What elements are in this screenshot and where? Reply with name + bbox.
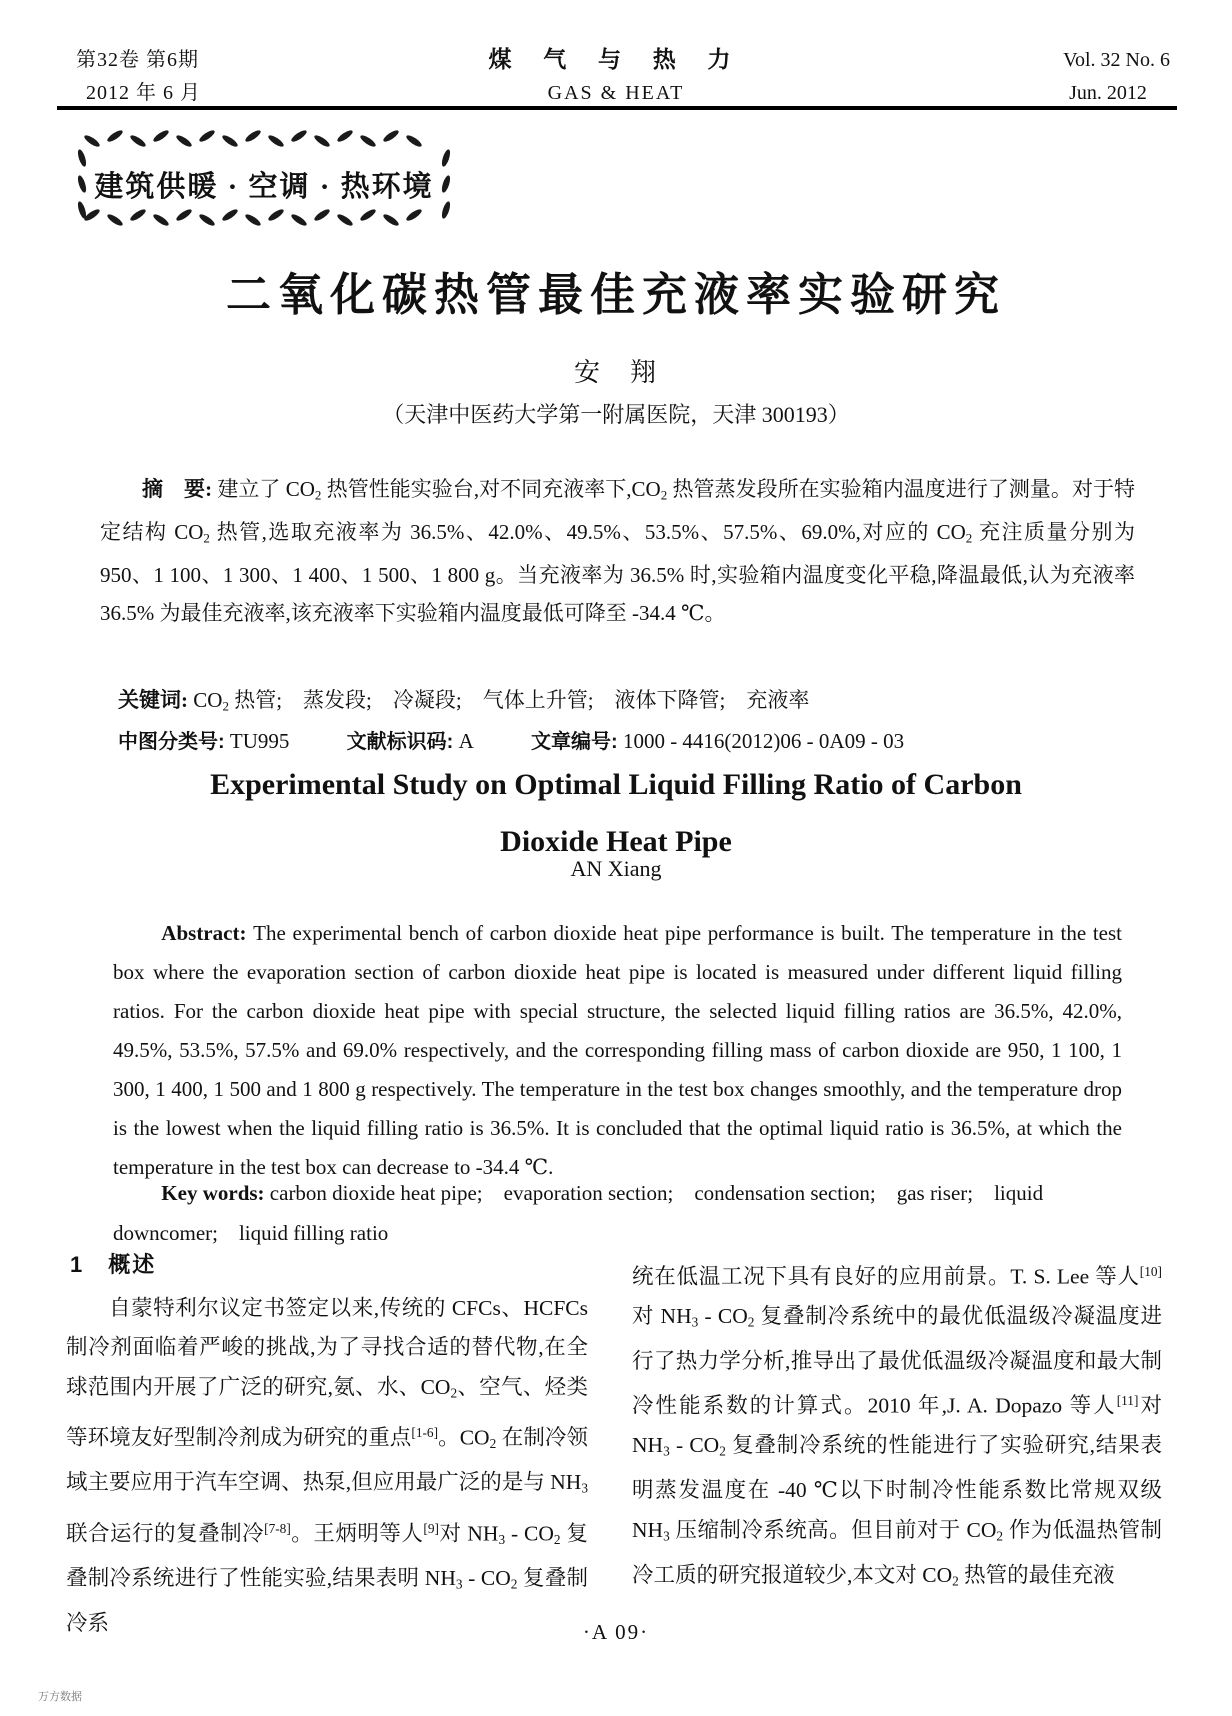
title-en-line2: Dioxide Heat Pipe bbox=[500, 825, 732, 858]
journal-name-en: GAS & HEAT bbox=[547, 82, 685, 104]
clc-value: TU995 bbox=[229, 729, 290, 753]
doc-code-label: 文献标识码: bbox=[346, 731, 454, 753]
keywords-en: Key words: carbon dioxide heat pipe; evaporation section; condensation section; gas riser; liquid downcomer; liquid filling ratio bbox=[113, 1181, 1044, 1245]
keywords-cn: 关键词: CO2 热管; 蒸发段; 冷凝段; 气体上升管; 液体下降管; 充液率 bbox=[118, 688, 810, 714]
article-title-en bbox=[0, 756, 1232, 870]
article-title-cn: 二氧化碳热管最佳充液率实验研究 bbox=[225, 270, 1006, 320]
doc-code-value: A bbox=[458, 729, 474, 753]
article-author-cn: 安 翔 bbox=[573, 358, 658, 387]
classification-line bbox=[118, 725, 1142, 754]
author-affiliation: （天津中医药大学第一附属医院，天津 300193） bbox=[382, 402, 850, 427]
month-year-line: Jun. 2012 bbox=[1069, 82, 1147, 104]
column-banner-label: 建筑供暖 · 空调 · 热环境 bbox=[94, 171, 434, 203]
body-paragraph-right: 统在低温工况下具有良好的应用前景。T. S. Lee 等人[10]对 NH3 - CO2 复叠制冷系统中的最优低温级冷凝温度进行了热力学分析,推导出了最优低温级冷凝温度和最大制冷性能系数的计算式。2010 年,J. A. Dopazo 等人[11]对 NH3 - CO2 复叠制冷系统的性能进行了实验研究,结果表明蒸发温度在 -40 ℃以下时制冷性能系数比常规双级 NH3 压缩制冷系统高。但目前对于 CO2 作为低温热管制冷工质的研究报道较少,本文对 CO2 热管的最佳充液 bbox=[632, 1264, 1162, 1589]
column-banner bbox=[74, 128, 454, 228]
article-author-en: AN Xiang bbox=[570, 856, 662, 881]
journal-name-cn: 煤 气 与 热 力 bbox=[488, 47, 744, 72]
article-id-value: 1000 - 4416(2012)06 - 0A09 - 03 bbox=[622, 729, 905, 753]
vol-no-line: Vol. 32 No. 6 bbox=[1063, 49, 1170, 71]
article-id-label: 文章编号: bbox=[531, 731, 618, 753]
body-column-right bbox=[632, 1252, 1162, 1601]
abstract-cn: 摘 要: 建立了 CO2 热管性能实验台,对不同充液率下,CO2 热管蒸发段所在实验箱内温度进行了测量。对于特定结构 CO2 热管,选取充液率为 36.5%、42.0%、49.5%、53.5%、57.5%、69.0%,对应的 CO2 充注质量分别为 950、1 100、1 300、1 400、1 500、1 800 g。当充液率为 36.5% 时,实验箱内温度变化平稳,降温最低,认为充液率 36.5% 为最佳充液率,该充液率下实验箱内温度最低可降至 -34.4 ℃。 bbox=[100, 477, 1135, 626]
journal-vol-en bbox=[1063, 44, 1170, 110]
clc-label: 中图分类号: bbox=[118, 731, 225, 753]
body-column-left bbox=[66, 1248, 588, 1644]
abstract-en: Abstract: The experimental bench of carbon dioxide heat pipe performance is built. The temperature in the test box where the evaporation section of carbon dioxide heat pipe is located is measured under different liquid filling ratios. For the carbon dioxide heat pipe with special structure, the selected liquid filling ratios are 36.5%, 42.0%, 49.5%, 53.5%, 57.5% and 69.0% respectively, and the corresponding filling mass of carbon dioxide are 950, 1 100, 1 300, 1 400, 1 500 and 1 800 g respectively. The temperature in the test box changes smoothly, and the temperature drop is the lowest when the liquid filling ratio is 36.5%. It is concluded that the optimal liquid ratio is 36.5%, at which the temperature in the test box can decrease to -34.4 ℃. bbox=[113, 921, 1122, 1179]
issue-volume-line: 第32卷 第6期 bbox=[76, 49, 199, 71]
journal-name bbox=[0, 44, 1232, 110]
issue-date-line: 2012 年 6 月 bbox=[86, 82, 201, 104]
body-paragraph-left: 自蒙特利尔议定书签定以来,传统的 CFCs、HCFCs 制冷剂面临着严峻的挑战,为了寻找合适的替代物,在全球范围内开展了广泛的研究,氨、水、CO2、空气、烃类等环境友好型制冷剂成为研究的重点[1-6]。CO2 在制冷领域主要应用于汽车空调、热泵,但应用最广泛的是与 NH3 联合运行的复叠制冷[7-8]。王炳明等人[9]对 NH3 - CO2 复叠制冷系统进行了性能实验,结果表明 NH3 - CO2 复叠制冷系 bbox=[66, 1296, 588, 1636]
title-en-line1: Experimental Study on Optimal Liquid Filling Ratio of Carbon bbox=[210, 768, 1022, 801]
header-divider bbox=[57, 106, 1177, 110]
watermark-label: 万方数据 bbox=[38, 1691, 82, 1703]
page-number: ·A 09· bbox=[582, 1620, 650, 1644]
section-1-heading: 1 概述 bbox=[70, 1252, 157, 1277]
